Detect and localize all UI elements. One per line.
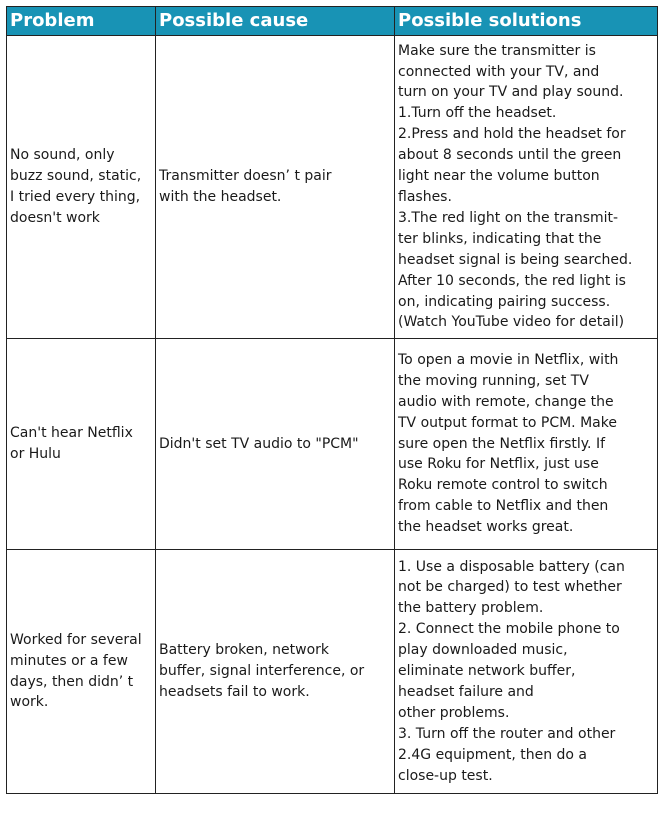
- solution-text: 2.4G equipment, then do a: [398, 746, 588, 763]
- cause-text: Transmitter doesn’ t pair: [159, 168, 332, 185]
- header-problem: Problem: [7, 7, 156, 36]
- solution-text: headset failure and: [398, 683, 534, 700]
- table-row: [7, 36, 658, 339]
- troubleshooting-table-container: [6, 6, 657, 794]
- cause-text: buffer, signal interference, or: [159, 663, 365, 680]
- table-row: [7, 339, 658, 550]
- solution-text: flashes.: [398, 189, 452, 205]
- solution-text: (Watch YouTube video for detail): [398, 314, 625, 331]
- solution-text: 2.Press and hold the headset for: [398, 126, 626, 143]
- header-possible-solutions: Possible solutions: [395, 7, 658, 36]
- troubleshooting-table: [6, 6, 658, 794]
- solution-text: the headset works great.: [398, 519, 574, 536]
- solution-text: 1. Use a disposable battery (can: [398, 558, 625, 575]
- problem-text: minutes or a few: [10, 652, 128, 669]
- solution-text: 3.The red light on the transmit-: [398, 209, 619, 226]
- cause-cell: [156, 339, 395, 550]
- cause-text: Battery broken, network: [159, 642, 330, 659]
- solution-text: connected with your TV, and: [398, 63, 600, 80]
- problem-text: or Hulu: [10, 446, 61, 462]
- problem-text: doesn't work: [10, 209, 100, 226]
- solution-text: audio with remote, change the: [398, 393, 614, 410]
- solution-text: To open a movie in Netflix, with: [398, 351, 619, 368]
- solution-text: on, indicating pairing success.: [398, 293, 611, 310]
- solution-text: turn on your TV and play sound.: [398, 84, 624, 101]
- cause-text: with the headset.: [159, 189, 282, 205]
- problem-text: buzz sound, static,: [10, 168, 142, 185]
- solution-text: headset signal is being searched.: [398, 251, 633, 268]
- solution-text: TV output format to PCM. Make: [398, 414, 617, 431]
- solution-cell: [395, 550, 658, 794]
- solution-text: 2. Connect the mobile phone to: [398, 621, 620, 638]
- solution-text: After 10 seconds, the red light is: [398, 272, 626, 289]
- problem-text: I tried every thing,: [10, 189, 141, 205]
- solution-text: other problems.: [398, 704, 510, 721]
- solution-text: not be charged) to test whether: [398, 579, 622, 596]
- solution-text: from cable to Netflix and then: [398, 498, 609, 515]
- cause-text: Didn't set TV audio to "PCM": [159, 435, 359, 452]
- problem-text: work.: [10, 694, 49, 711]
- solution-text: play downloaded music,: [398, 642, 568, 659]
- solution-text: Make sure the transmitter is: [398, 42, 596, 59]
- solution-text: about 8 seconds until the green: [398, 147, 622, 164]
- solution-text: Roku remote control to switch: [398, 477, 608, 494]
- table-row: [7, 550, 658, 794]
- solution-cell: [395, 36, 658, 339]
- solution-text: ter blinks, indicating that the: [398, 230, 602, 247]
- solution-text: the moving running, set TV: [398, 372, 589, 389]
- header-row: [7, 7, 658, 36]
- solution-text: sure open the Netflix firstly. If: [398, 435, 606, 452]
- cause-cell: [156, 36, 395, 339]
- solution-text: close-up test.: [398, 767, 493, 784]
- problem-cell: [7, 339, 156, 550]
- problem-text: Worked for several: [10, 631, 142, 648]
- solution-text: eliminate network buffer,: [398, 663, 576, 680]
- solution-text: light near the volume button: [398, 168, 600, 185]
- problem-cell: [7, 550, 156, 794]
- solution-text: the battery problem.: [398, 600, 544, 617]
- solution-text: 3. Turn off the router and other: [398, 725, 616, 742]
- solution-text: use Roku for Netflix, just use: [398, 456, 599, 473]
- cause-text: headsets fail to work.: [159, 683, 310, 700]
- problem-cell: [7, 36, 156, 339]
- problem-text: Can't hear Netflix: [10, 425, 133, 442]
- solution-text: 1.Turn off the headset.: [398, 105, 557, 122]
- cause-cell: [156, 550, 395, 794]
- problem-text: No sound, only: [10, 147, 115, 164]
- problem-text: days, then didn’ t: [10, 673, 134, 690]
- solution-cell: [395, 339, 658, 550]
- header-possible-cause: Possible cause: [156, 7, 395, 36]
